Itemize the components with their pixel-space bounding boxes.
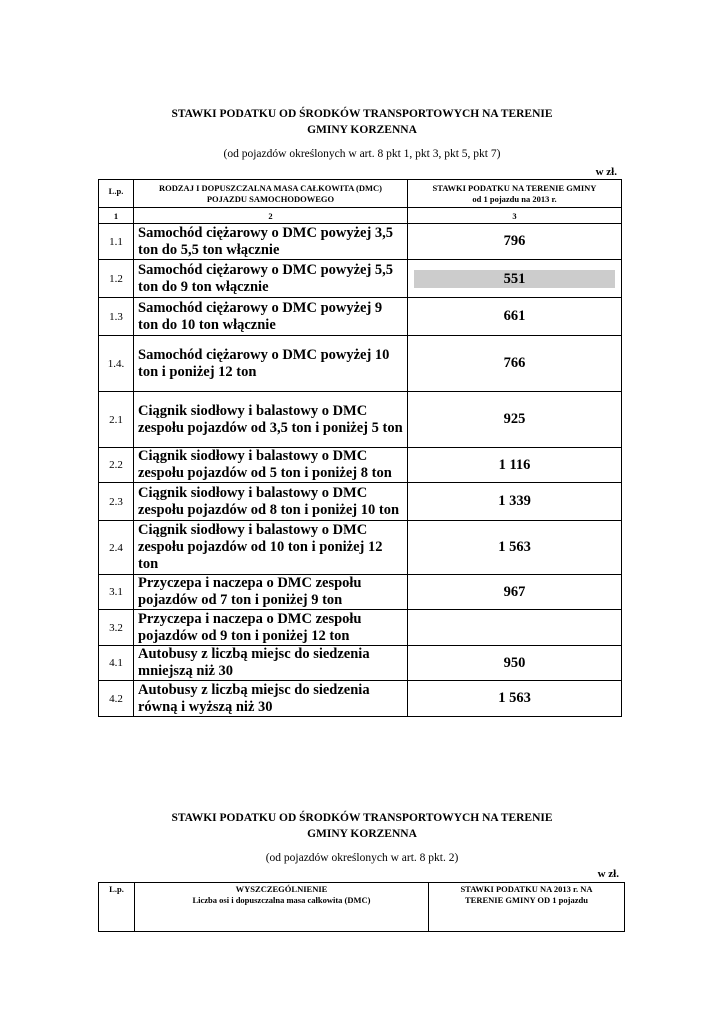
vehicle-description: Ciągnik siodłowy i balastowy o DMC zespołu pojazdów od 3,5 ton i poniżej 5 ton [134, 392, 408, 448]
tax-rate-value: 967 [503, 583, 526, 600]
row-number: 1.2 [99, 260, 134, 298]
tax-rate-cell [408, 521, 622, 575]
table-header-row [99, 180, 622, 208]
section2-title [0, 810, 724, 842]
table-row [99, 575, 622, 610]
tax-rate-cell [408, 575, 622, 610]
header-lp: L.p. [99, 180, 134, 208]
table-row [99, 646, 622, 681]
column-number: 3 [408, 208, 622, 224]
vehicle-description: Przyczepa i naczepa o DMC zespołu pojazdów od 9 ton i poniżej 12 ton [134, 610, 408, 646]
table-row [99, 521, 622, 575]
tax-rate-cell [408, 681, 622, 717]
tax-rate-cell [408, 448, 622, 483]
tax-rate-value: 1 116 [498, 456, 531, 473]
table2-header-rate-line1: STAWKI PODATKU NA 2013 r. NA [460, 884, 593, 894]
table2-header-rate-line2: TERENIE GMINY OD 1 pojazdu [465, 895, 588, 905]
header-tax-rate-line2: od 1 pojazdu na 2013 r. [472, 193, 557, 204]
vehicle-description: Ciągnik siodłowy i balastowy o DMC zespołu pojazdów od 10 ton i poniżej 12 ton [134, 521, 408, 575]
row-number: 2.1 [99, 392, 134, 448]
header-vehicle-type-line1: RODZAJ I DOPUSZCZALNA MASA CAŁKOWITA (DMC) [159, 182, 382, 193]
tax-rate-value: 1 339 [498, 493, 531, 509]
tax-rate-value: 950 [503, 654, 526, 671]
section2-subtitle: (od pojazdów określonych w art. 8 pkt. 2) [265, 852, 459, 864]
header-vehicle-type-line2: POJAZDU SAMOCHODOWEGO [206, 193, 335, 204]
row-number: 1.1 [99, 224, 134, 260]
row-number: 3.1 [99, 575, 134, 610]
column-number-row [99, 208, 622, 224]
section1-unit: w zł. [595, 166, 617, 178]
table-row [99, 392, 622, 448]
row-number: 1.4. [99, 336, 134, 392]
tax-rate-cell [408, 336, 622, 392]
table2-header-lp: L.p. [99, 883, 135, 932]
table2-header-spec-line2: Liczba osi i dopuszczalna masa całkowita (DMC) [192, 895, 371, 905]
table2-header-rate [429, 883, 625, 932]
vehicle-description: Samochód ciężarowy o DMC powyżej 5,5 ton do 9 ton włącznie [134, 260, 408, 298]
vehicle-description: Samochód ciężarowy o DMC powyżej 10 ton i poniżej 12 ton [134, 336, 408, 392]
table-row [99, 336, 622, 392]
section2-title-line1: STAWKI PODATKU OD ŚRODKÓW TRANSPORTOWYCH NA TERENIE [171, 812, 553, 824]
vehicle-description: Ciągnik siodłowy i balastowy o DMC zespołu pojazdów od 8 ton i poniżej 10 ton [134, 483, 408, 521]
vehicle-description: Autobusy z liczbą miejsc do siedzenia mniejszą niż 30 [134, 646, 408, 681]
vehicle-description: Autobusy z liczbą miejsc do siedzenia równą i wyższą niż 30 [134, 681, 408, 717]
table-row [99, 260, 622, 298]
section1-title-line1: STAWKI PODATKU OD ŚRODKÓW TRANSPORTOWYCH NA TERENIE [171, 108, 553, 120]
table-row [99, 483, 622, 521]
row-number: 2.2 [99, 448, 134, 483]
vehicle-description: Samochód ciężarowy o DMC powyżej 3,5 ton do 5,5 ton włącznie [134, 224, 408, 260]
header-tax-rate [408, 180, 622, 208]
tax-rate-value: 661 [503, 308, 526, 324]
tax-rate-value: 1 563 [498, 539, 531, 555]
vehicle-description: Samochód ciężarowy o DMC powyżej 9 ton do 10 ton włącznie [134, 298, 408, 336]
row-number: 2.4 [99, 521, 134, 575]
tax-rates-table [98, 179, 622, 717]
table-row [99, 681, 622, 717]
vehicle-description: Ciągnik siodłowy i balastowy o DMC zespołu pojazdów od 5 ton i poniżej 8 ton [134, 448, 408, 483]
section1-subtitle: (od pojazdów określonych w art. 8 pkt 1, pkt 3, pkt 5, pkt 7) [223, 148, 501, 160]
tax-rate-cell [408, 646, 622, 681]
table2-header-spec-line1: WYSZCZEGÓLNIENIE [235, 884, 328, 894]
table2-header-row [99, 883, 625, 932]
row-number: 4.1 [99, 646, 134, 681]
row-number: 3.2 [99, 610, 134, 646]
section2-title-line2: GMINY KORZENNA [307, 828, 417, 840]
header-vehicle-type [134, 180, 408, 208]
tax-rate-cell [408, 298, 622, 336]
vehicle-description: Przyczepa i naczepa o DMC zespołu pojazdów od 7 ton i poniżej 9 ton [134, 575, 408, 610]
tax-rate-cell [408, 260, 622, 298]
tax-rate-value: 796 [503, 233, 526, 249]
tax-rate-value: 766 [503, 355, 526, 371]
tax-rate-cell [408, 392, 622, 448]
section2-unit: w zł. [597, 868, 619, 880]
tax-rate-cell [408, 224, 622, 260]
row-number: 4.2 [99, 681, 134, 717]
tax-rate-cell [408, 483, 622, 521]
row-number: 2.3 [99, 483, 134, 521]
section1-title [0, 106, 724, 138]
table-row [99, 224, 622, 260]
tax-rate-value: 1 563 [498, 690, 531, 706]
table2-header-spec [135, 883, 429, 932]
header-tax-rate-line1: STAWKI PODATKU NA TERENIE GMINY [432, 182, 597, 193]
table-row [99, 448, 622, 483]
table-row [99, 298, 622, 336]
tax-rate-cell [408, 610, 622, 646]
tax-rate-value: 925 [503, 411, 526, 427]
tax-rate-value: 551 [414, 270, 615, 288]
column-number: 2 [134, 208, 408, 224]
row-number: 1.3 [99, 298, 134, 336]
column-number: 1 [99, 208, 134, 224]
tax-rates-table-2 [98, 882, 625, 932]
table-row [99, 610, 622, 646]
section1-title-line2: GMINY KORZENNA [307, 124, 417, 136]
